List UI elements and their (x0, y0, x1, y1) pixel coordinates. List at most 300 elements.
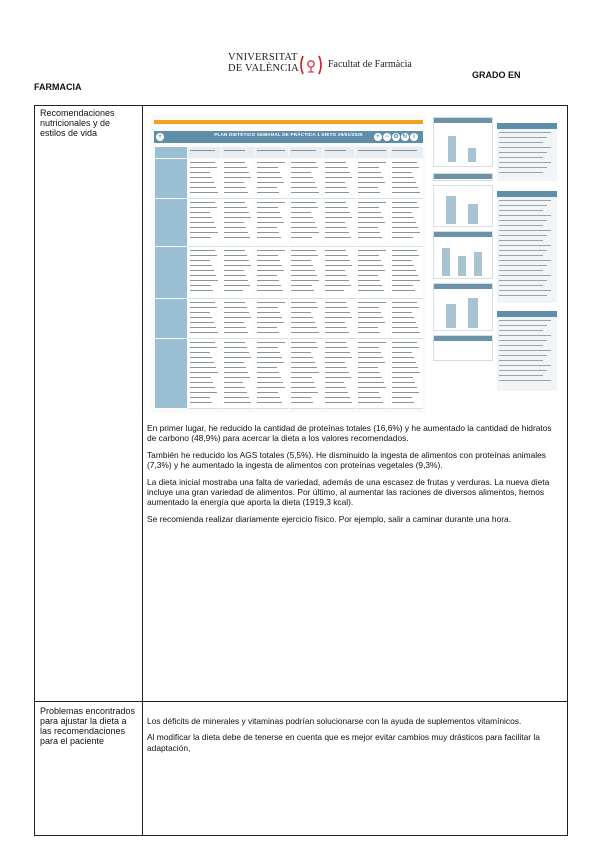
text-line (325, 177, 353, 178)
text-line (257, 342, 285, 343)
text-line (325, 312, 351, 313)
table-row (499, 230, 551, 231)
table-row (499, 295, 547, 296)
text-line (291, 265, 313, 266)
text-line (291, 212, 311, 213)
text-line (291, 237, 312, 238)
text-line (392, 347, 419, 348)
text-line (325, 347, 349, 348)
table-row (499, 152, 547, 153)
text-line (291, 250, 316, 251)
text-line (291, 222, 315, 223)
text-line (392, 382, 415, 383)
text-line (257, 192, 279, 193)
text-line (190, 177, 212, 178)
refresh-icon[interactable]: ↻ (402, 134, 408, 140)
problems-text (147, 716, 561, 759)
text-line (291, 392, 318, 393)
text-line (325, 217, 353, 218)
info-icon[interactable]: i (410, 133, 418, 141)
text-line (291, 367, 317, 368)
table-header (497, 123, 557, 129)
text-line (224, 270, 245, 271)
text-line (392, 302, 417, 303)
text-line (392, 322, 416, 323)
meal-cell (222, 247, 255, 299)
text-line (325, 397, 351, 398)
table-row (499, 255, 543, 256)
text-line (358, 255, 379, 256)
text-line (358, 322, 385, 323)
text-line (224, 367, 247, 368)
chart-bar (442, 248, 450, 276)
text-line (358, 332, 380, 333)
meal-cell (222, 147, 255, 158)
text-line (358, 217, 383, 218)
text-line (291, 217, 313, 218)
table-row (499, 360, 543, 361)
text-line (257, 367, 277, 368)
text-line (291, 352, 311, 353)
meal-cell (356, 159, 389, 199)
text-line (325, 167, 349, 168)
meal-cell (323, 159, 356, 199)
text-line (358, 342, 386, 343)
text-line (358, 192, 380, 193)
text-line (224, 290, 244, 291)
meal-cell (356, 147, 389, 158)
text-line (358, 167, 379, 168)
meal-cell (255, 299, 288, 339)
text-line (257, 182, 284, 183)
text-line (190, 377, 211, 378)
text-line (224, 207, 248, 208)
table-row (499, 250, 547, 251)
text-line (257, 207, 278, 208)
meal-cell (289, 199, 322, 247)
meal-label-cell (155, 299, 188, 338)
text-line (190, 212, 210, 213)
text-line (224, 260, 250, 261)
text-line (325, 162, 347, 163)
text-line (392, 182, 416, 183)
meal-cell (222, 299, 255, 339)
text-line (325, 285, 352, 286)
meal-cell (188, 339, 221, 409)
text-line (257, 270, 284, 271)
text-line (358, 227, 378, 228)
text-line (392, 372, 420, 373)
text-line (291, 275, 317, 276)
text-line (358, 327, 378, 328)
text-line (392, 167, 419, 168)
text-line (257, 377, 281, 378)
table-row (499, 162, 551, 163)
meal-label-cell (155, 147, 188, 158)
text-line (291, 167, 318, 168)
text-line (224, 222, 245, 223)
meal-cell (222, 199, 255, 247)
text-line (190, 227, 216, 228)
panel-header-strip (433, 173, 493, 181)
text-line (224, 347, 248, 348)
text-line (257, 227, 277, 228)
text-line (291, 255, 318, 256)
text-line (190, 182, 214, 183)
text-line (190, 382, 213, 383)
text-line (325, 270, 346, 271)
meal-cell (289, 247, 322, 299)
chart-panel-fats (433, 231, 493, 279)
table-row (499, 365, 551, 366)
recommendations-text (147, 423, 561, 530)
text-line (190, 347, 217, 348)
text-line (257, 232, 279, 233)
table-row (499, 142, 543, 143)
text-line (358, 377, 382, 378)
table-row (499, 380, 551, 381)
text-line (358, 202, 386, 203)
text-line (257, 402, 282, 403)
text-line (358, 372, 380, 373)
text-line (392, 357, 414, 358)
text-line (325, 232, 350, 233)
text-line (392, 332, 420, 333)
table-row (499, 200, 551, 201)
table-row (499, 355, 547, 356)
text-line (325, 357, 353, 358)
meal-cell (390, 247, 423, 299)
text-line (190, 342, 215, 343)
text-line (224, 285, 251, 286)
text-line (325, 382, 345, 383)
meal-cell (356, 247, 389, 299)
panel-header (434, 284, 492, 289)
meal-cell (222, 339, 255, 409)
text-line (392, 232, 420, 233)
table-row (499, 147, 551, 148)
paragraph: En primer lugar, he reducido la cantidad de proteínas totales (16,6%) y he aumentado la cantidad de hidratos de carbono (48,9%) para acercar la dieta a los valores recomendados. (147, 423, 552, 444)
text-line (190, 187, 216, 188)
text-line (358, 250, 386, 251)
text-line (358, 367, 378, 368)
text-line (190, 392, 217, 393)
text-line (291, 372, 319, 373)
table-row (499, 172, 543, 173)
text-line (325, 182, 346, 183)
text-line (358, 222, 385, 223)
text-line (257, 265, 282, 266)
minus-circle-icon[interactable]: − (383, 133, 391, 141)
gear-icon[interactable]: ⚙ (393, 134, 399, 140)
weekly-meal-grid (154, 146, 423, 408)
chart-bar (474, 252, 482, 276)
text-line (358, 212, 381, 213)
meal-cell (323, 339, 356, 409)
text-line (325, 290, 345, 291)
meal-cell (390, 339, 423, 409)
text-line (224, 237, 251, 238)
text-line (392, 397, 412, 398)
text-line (257, 372, 279, 373)
text-line (257, 275, 277, 276)
text-line (325, 192, 350, 193)
text-line (358, 285, 382, 286)
text-line (358, 270, 385, 271)
table-row (499, 215, 551, 216)
text-line (257, 302, 285, 303)
chart-panel-fiber (433, 335, 493, 361)
text-line (190, 367, 216, 368)
text-line (190, 275, 216, 276)
text-line (190, 302, 215, 303)
table-row (499, 265, 547, 266)
text-line (257, 162, 285, 163)
text-line (257, 285, 281, 286)
text-line (257, 290, 283, 291)
text-line (291, 397, 311, 398)
text-line (224, 227, 247, 228)
meal-cell (356, 339, 389, 409)
text-line (190, 150, 215, 151)
meal-cell (289, 339, 322, 409)
chart-bar (448, 136, 456, 162)
text-line (291, 332, 319, 333)
column-divider (142, 106, 143, 835)
text-line (392, 222, 416, 223)
text-line (291, 270, 315, 271)
text-line (358, 402, 383, 403)
table-row (499, 260, 551, 261)
text-line (190, 217, 212, 218)
text-line (325, 255, 349, 256)
nutrient-table-top (497, 123, 557, 181)
text-line (224, 280, 249, 281)
text-line (358, 232, 380, 233)
text-line (224, 372, 249, 373)
text-line (224, 387, 246, 388)
text-line (291, 290, 314, 291)
text-line (224, 202, 246, 203)
text-line (190, 312, 210, 313)
text-line (325, 187, 348, 188)
table-row (499, 330, 543, 331)
panel-header (434, 336, 492, 341)
text-line (358, 177, 383, 178)
text-line (190, 357, 212, 358)
text-line (291, 377, 312, 378)
text-line (325, 372, 350, 373)
row-divider (35, 701, 567, 702)
text-line (291, 187, 317, 188)
paragraph: Al modificar la dieta debe de tenerse en cuenta que es mejor evitar cambios muy drásticos para facilitar la adaptación, (147, 732, 540, 753)
text-line (190, 307, 217, 308)
text-line (392, 377, 413, 378)
text-line (224, 312, 250, 313)
table-row (499, 235, 547, 236)
degree-subject-label: FARMACIA (34, 82, 82, 92)
text-line (224, 232, 249, 233)
text-line (257, 317, 282, 318)
text-line (257, 357, 282, 358)
nutrient-table-middle (497, 191, 557, 303)
text-line (257, 172, 280, 173)
text-line (257, 362, 284, 363)
text-line (291, 362, 315, 363)
table-row (499, 220, 547, 221)
text-line (358, 260, 381, 261)
meal-cell (289, 159, 322, 199)
text-line (190, 327, 216, 328)
text-line (392, 402, 414, 403)
text-line (224, 275, 247, 276)
text-line (291, 322, 315, 323)
text-line (224, 307, 248, 308)
text-line (190, 232, 218, 233)
text-line (358, 317, 383, 318)
text-line (392, 290, 415, 291)
text-line (358, 397, 381, 398)
text-line (392, 327, 418, 328)
text-line (358, 362, 385, 363)
text-line (325, 212, 351, 213)
text-line (190, 280, 218, 281)
panel-header (434, 232, 492, 237)
text-line (325, 202, 347, 203)
text-line (224, 212, 250, 213)
text-line (325, 342, 347, 343)
plus-circle-icon[interactable]: + (156, 133, 164, 141)
text-line (392, 212, 412, 213)
text-line (257, 177, 282, 178)
text-line (190, 250, 215, 251)
text-line (190, 372, 218, 373)
text-line (325, 222, 346, 223)
meal-label-cell (155, 247, 188, 298)
text-line (392, 150, 417, 151)
text-line (257, 332, 279, 333)
text-line (358, 382, 384, 383)
meal-cell (390, 299, 423, 339)
text-line (224, 317, 252, 318)
meal-cell (323, 199, 356, 247)
text-line (291, 402, 313, 403)
text-line (291, 307, 318, 308)
text-line (392, 187, 418, 188)
text-line (224, 397, 250, 398)
text-line (224, 265, 252, 266)
table-row (499, 370, 547, 371)
text-line (257, 392, 278, 393)
text-line (291, 260, 311, 261)
table-row (499, 157, 543, 158)
text-line (291, 280, 319, 281)
table-row (499, 225, 543, 226)
university-name-line1: VNIVERSITAT (228, 52, 298, 63)
table-row (499, 205, 547, 206)
text-line (224, 382, 244, 383)
text-line (190, 352, 210, 353)
text-line (190, 362, 214, 363)
table-row (499, 280, 547, 281)
meal-cell (289, 299, 322, 339)
text-line (392, 387, 417, 388)
text-line (190, 332, 218, 333)
text-line (291, 207, 318, 208)
meal-cell (255, 339, 288, 409)
plus-circle-icon[interactable]: + (374, 133, 382, 141)
text-line (190, 162, 215, 163)
text-line (325, 260, 351, 261)
text-line (257, 327, 277, 328)
text-line (291, 162, 316, 163)
panel-header (434, 118, 492, 123)
text-line (392, 280, 420, 281)
table-row (499, 167, 547, 168)
text-line (358, 275, 378, 276)
text-line (190, 237, 211, 238)
text-line (325, 362, 346, 363)
text-line (257, 387, 285, 388)
table-row (499, 132, 551, 133)
chart-bar (468, 204, 478, 224)
table-row (499, 375, 543, 376)
text-line (392, 317, 414, 318)
text-line (392, 275, 418, 276)
text-line (257, 280, 279, 281)
text-line (325, 322, 346, 323)
text-line (224, 357, 252, 358)
text-line (325, 332, 350, 333)
text-line (190, 285, 211, 286)
table-row (499, 210, 543, 211)
text-line (190, 317, 212, 318)
text-line (392, 312, 412, 313)
text-line (325, 280, 350, 281)
text-line (257, 397, 280, 398)
text-line (224, 192, 249, 193)
text-line (224, 177, 252, 178)
text-line (392, 162, 417, 163)
text-line (224, 162, 246, 163)
text-line (325, 265, 353, 266)
text-line (291, 382, 314, 383)
text-line (257, 255, 278, 256)
text-line (325, 250, 347, 251)
text-line (325, 377, 352, 378)
text-line (325, 172, 351, 173)
chart-bar (446, 196, 456, 224)
meal-cell (255, 247, 288, 299)
table-row (499, 350, 551, 351)
text-line (358, 290, 384, 291)
text-line (291, 227, 317, 228)
degree-label: GRADO EN (472, 70, 521, 80)
text-line (358, 307, 379, 308)
meal-cell (188, 147, 221, 158)
text-line (190, 270, 214, 271)
university-name (228, 52, 299, 74)
text-line (358, 387, 386, 388)
table-row (499, 245, 551, 246)
table-row (499, 290, 551, 291)
diet-plan-screenshot (151, 115, 559, 413)
table-row (499, 137, 547, 138)
text-line (291, 387, 316, 388)
text-line (257, 312, 280, 313)
chart-bar (458, 256, 466, 276)
text-line (190, 207, 217, 208)
